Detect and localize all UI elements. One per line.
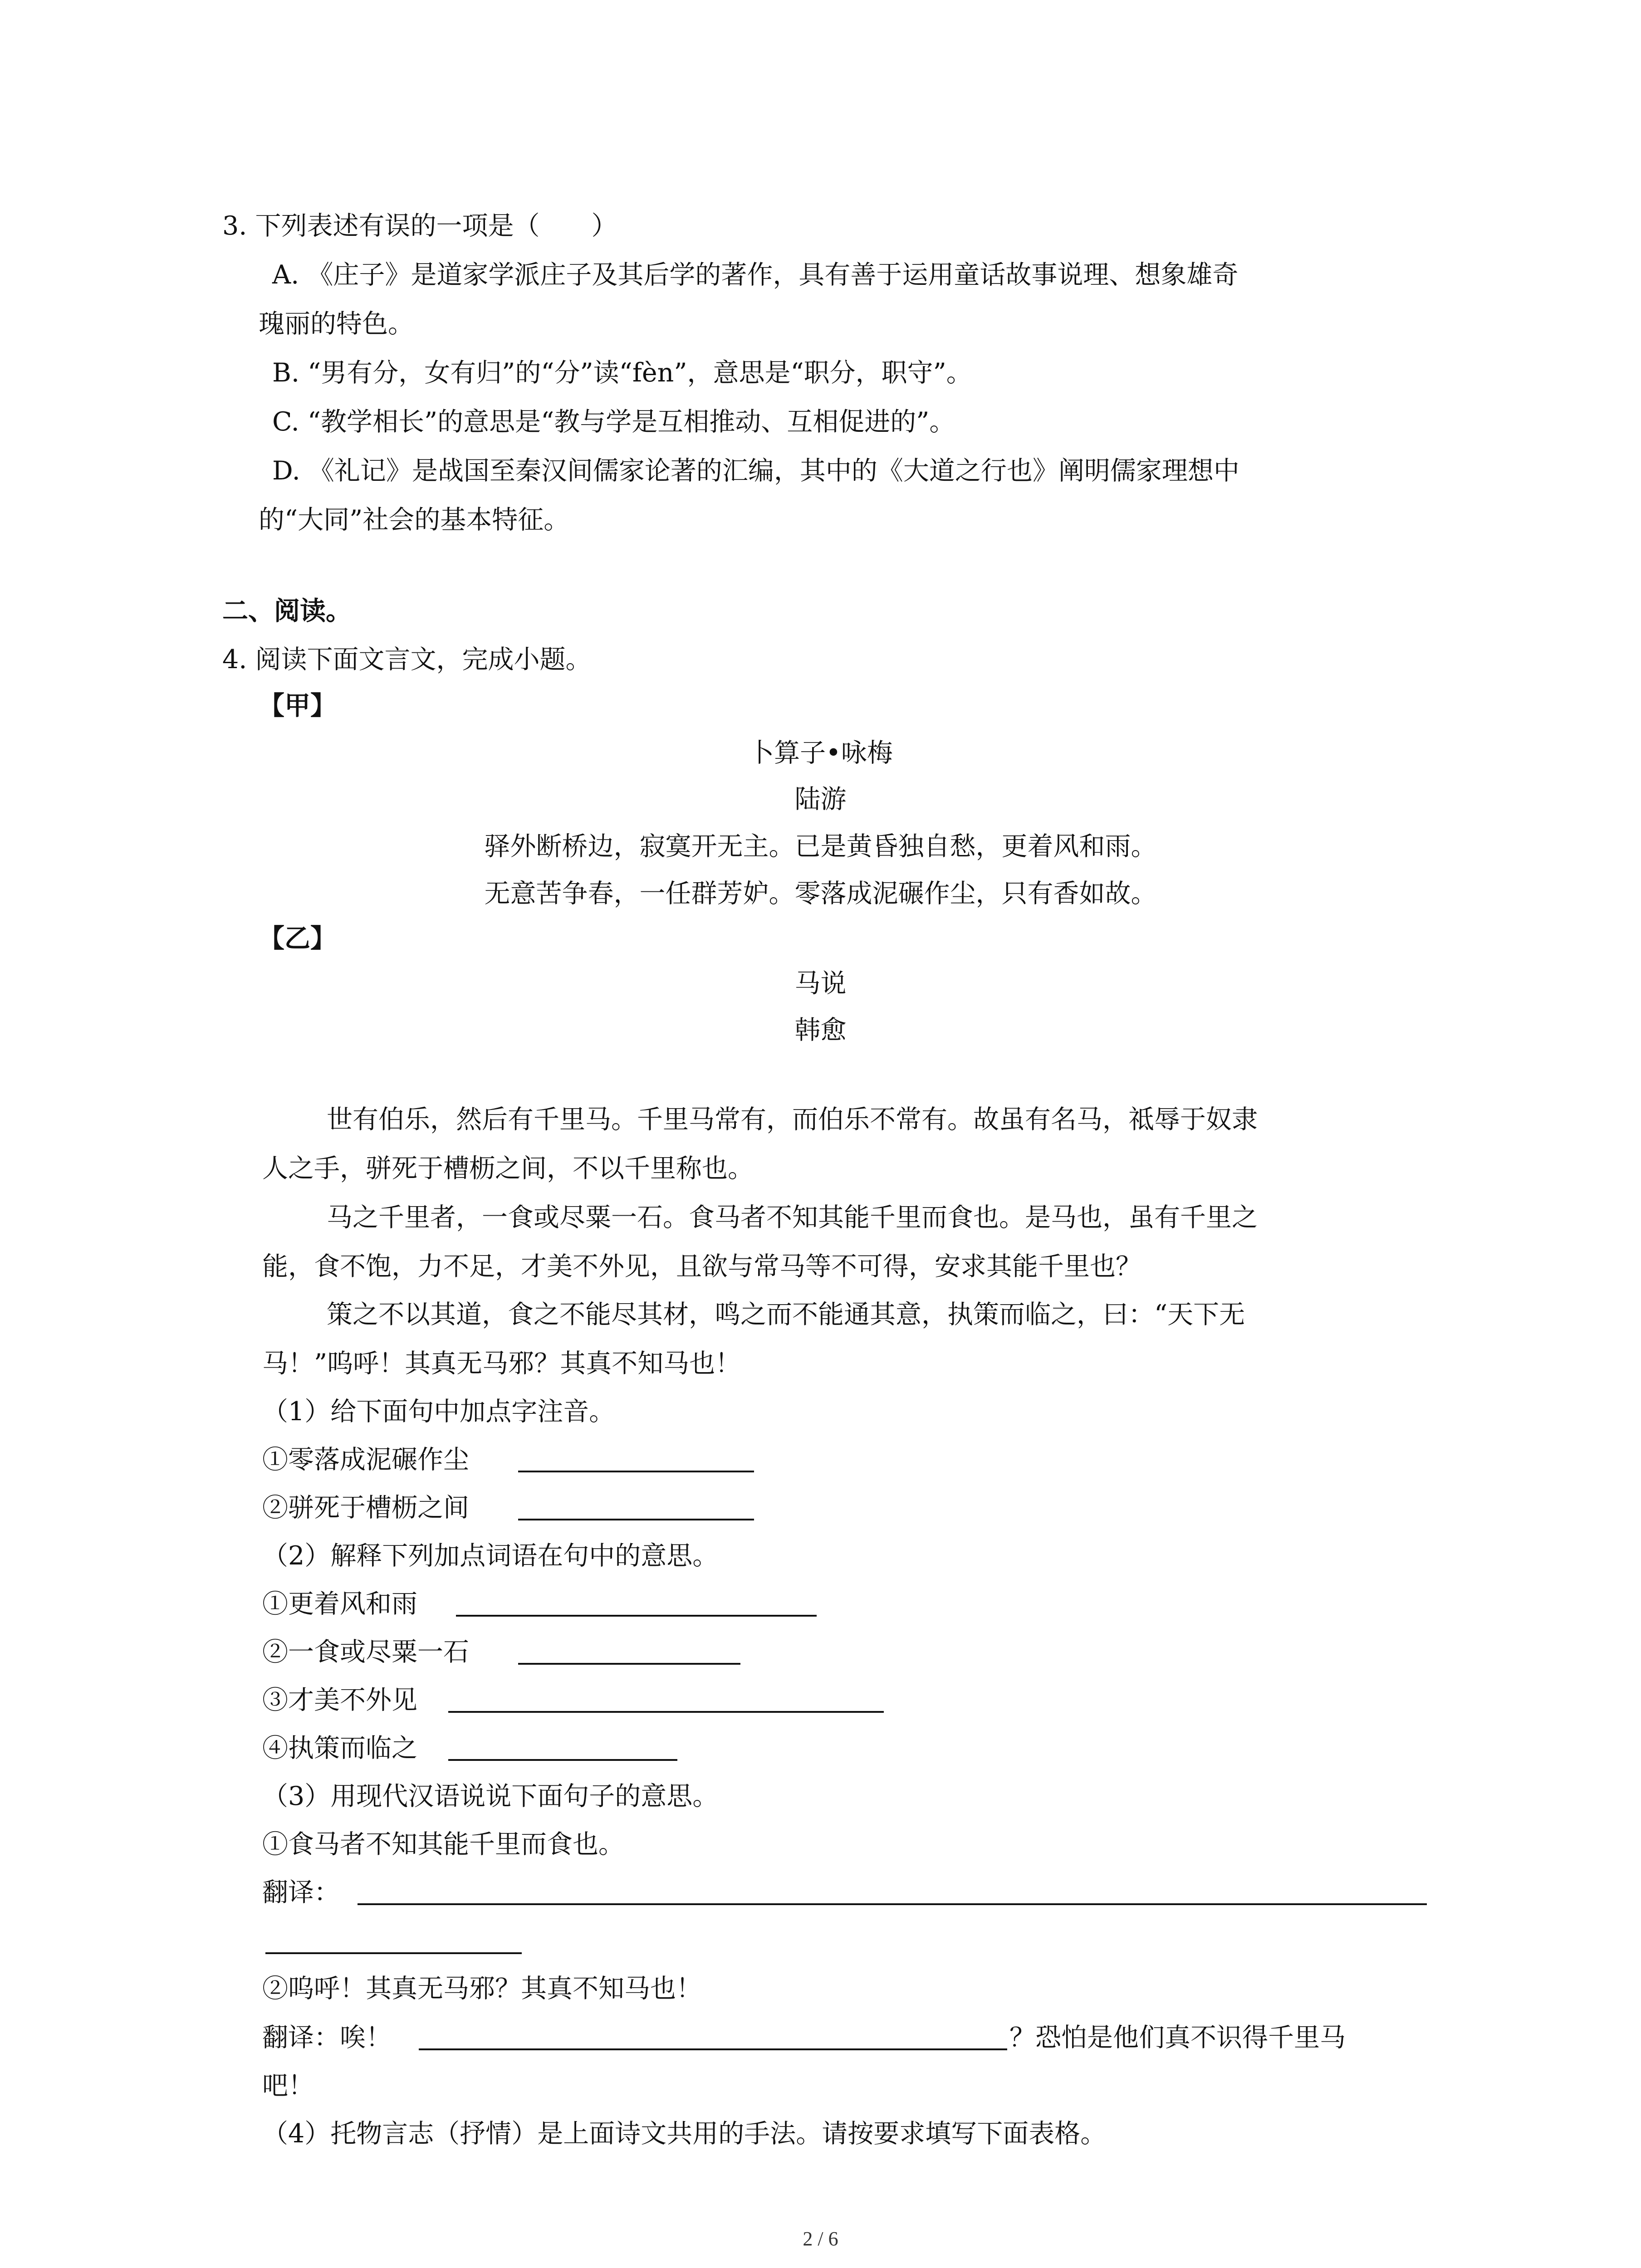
poem-line-2: 无意苦争春，一任群芳妒。零落成泥碾作尘，只有香如故。: [484, 879, 1157, 909]
sub2-item-1: ①更着风和雨: [262, 1589, 417, 1619]
section-heading-reading: 二、阅读。: [222, 596, 352, 626]
sub3-stem: （3）用现代汉语说说下面句子的意思。: [262, 1781, 719, 1811]
sub3-item-2-translation-end: 吧！: [262, 2071, 314, 2101]
prose-p2-line2: 能，食不饱，力不足，才美不外见，且欲与常马等不可得，安求其能千里也？: [262, 1251, 1141, 1281]
prose-p3-line2: 马！”呜呼！其真无马邪？其真不知马也！: [262, 1349, 741, 1378]
sub3-item-1: ①食马者不知其能千里而食也。: [262, 1829, 624, 1859]
prose-author: 韩愈: [794, 1015, 847, 1045]
sub1-item-1-answer-blank[interactable]: [518, 1447, 754, 1472]
sub1-item-1: ①零落成泥碾作尘: [262, 1445, 469, 1475]
sub4-stem: （4）托物言志（抒情）是上面诗文共用的手法。请按要求填写下面表格。: [262, 2119, 1107, 2149]
poem-title: 卜算子•咏梅: [748, 738, 893, 768]
sub2-item-3: ③才美不外见: [262, 1685, 417, 1715]
prose-p2-line1: 马之千里者，一食或尽粟一石。食马者不知其能千里而食也。是马也，虽有千里之: [327, 1202, 1258, 1232]
sub3-item-1-answer-blank[interactable]: [358, 1880, 1427, 1905]
poem-author: 陆游: [794, 784, 847, 814]
sub3-item-2-answer-blank[interactable]: [419, 2025, 1007, 2050]
passage-jia-tag: 【甲】: [259, 690, 336, 721]
sub2-item-2: ②一食或尽粟一石: [262, 1637, 469, 1667]
passage-yi-tag: 【乙】: [259, 923, 336, 953]
sub1-stem: （1）给下面句中加点字注音。: [262, 1397, 615, 1427]
q3-option-d-line2: 的“大同”社会的基本特征。: [259, 505, 570, 535]
q3-option-d-line1: D. 《礼记》是战国至秦汉间儒家论著的汇编，其中的《大道之行也》阐明儒家理想中: [272, 456, 1239, 486]
q3-stem: 3. 下列表述有误的一项是（ ）: [222, 211, 617, 241]
sub2-item-1-answer-blank[interactable]: [456, 1591, 817, 1617]
sub2-item-4: ④执策而临之: [262, 1733, 417, 1763]
sub1-item-2-answer-blank[interactable]: [518, 1495, 754, 1520]
sub1-item-2: ②骈死于槽枥之间: [262, 1493, 469, 1523]
prose-p1-line1: 世有伯乐，然后有千里马。千里马常有，而伯乐不常有。故虽有名马，祗辱于奴隶: [327, 1105, 1258, 1134]
q4-stem: 4. 阅读下面文言文，完成小题。: [222, 645, 592, 675]
prose-title: 马说: [794, 968, 847, 998]
sub2-item-2-answer-blank[interactable]: [518, 1639, 740, 1665]
sub3-item-2-translation-tail: ？恐怕是他们真不识得千里马: [1009, 2023, 1346, 2053]
q3-option-c: C. “教学相长”的意思是“教与学是互相推动、互相促进的”。: [272, 407, 955, 437]
sub2-item-3-answer-blank[interactable]: [448, 1687, 884, 1713]
q3-option-b: B. “男有分，女有归”的“分”读“fèn”，意思是“职分，职守”。: [272, 358, 972, 388]
sub3-item-2: ②呜呼！其真无马邪？其真不知马也！: [262, 1974, 702, 2004]
poem-line-1: 驿外断桥边，寂寞开无主。已是黄昏独自愁，更着风和雨。: [484, 831, 1157, 861]
prose-p1-line2: 人之手，骈死于槽枥之间，不以千里称也。: [262, 1154, 754, 1183]
sub3-translation-label-2: 翻译：唉！: [262, 2023, 392, 2053]
sub3-translation-label-1: 翻译：: [262, 1877, 340, 1907]
q3-option-a-line2: 瑰丽的特色。: [259, 309, 414, 339]
sub2-stem: （2）解释下列加点词语在句中的意思。: [262, 1541, 719, 1571]
prose-p3-line1: 策之不以其道，食之不能尽其材，鸣之而不能通其意，执策而临之，曰：“天下无: [327, 1300, 1245, 1330]
sub2-item-4-answer-blank[interactable]: [448, 1735, 677, 1761]
page-number: 2 / 6: [803, 2228, 838, 2250]
q3-option-a-line1: A. 《庄子》是道家学派庄子及其后学的著作，具有善于运用童话故事说理、想象雄奇: [272, 260, 1239, 290]
sub3-item-1-answer-blank-continued[interactable]: [265, 1929, 522, 1954]
